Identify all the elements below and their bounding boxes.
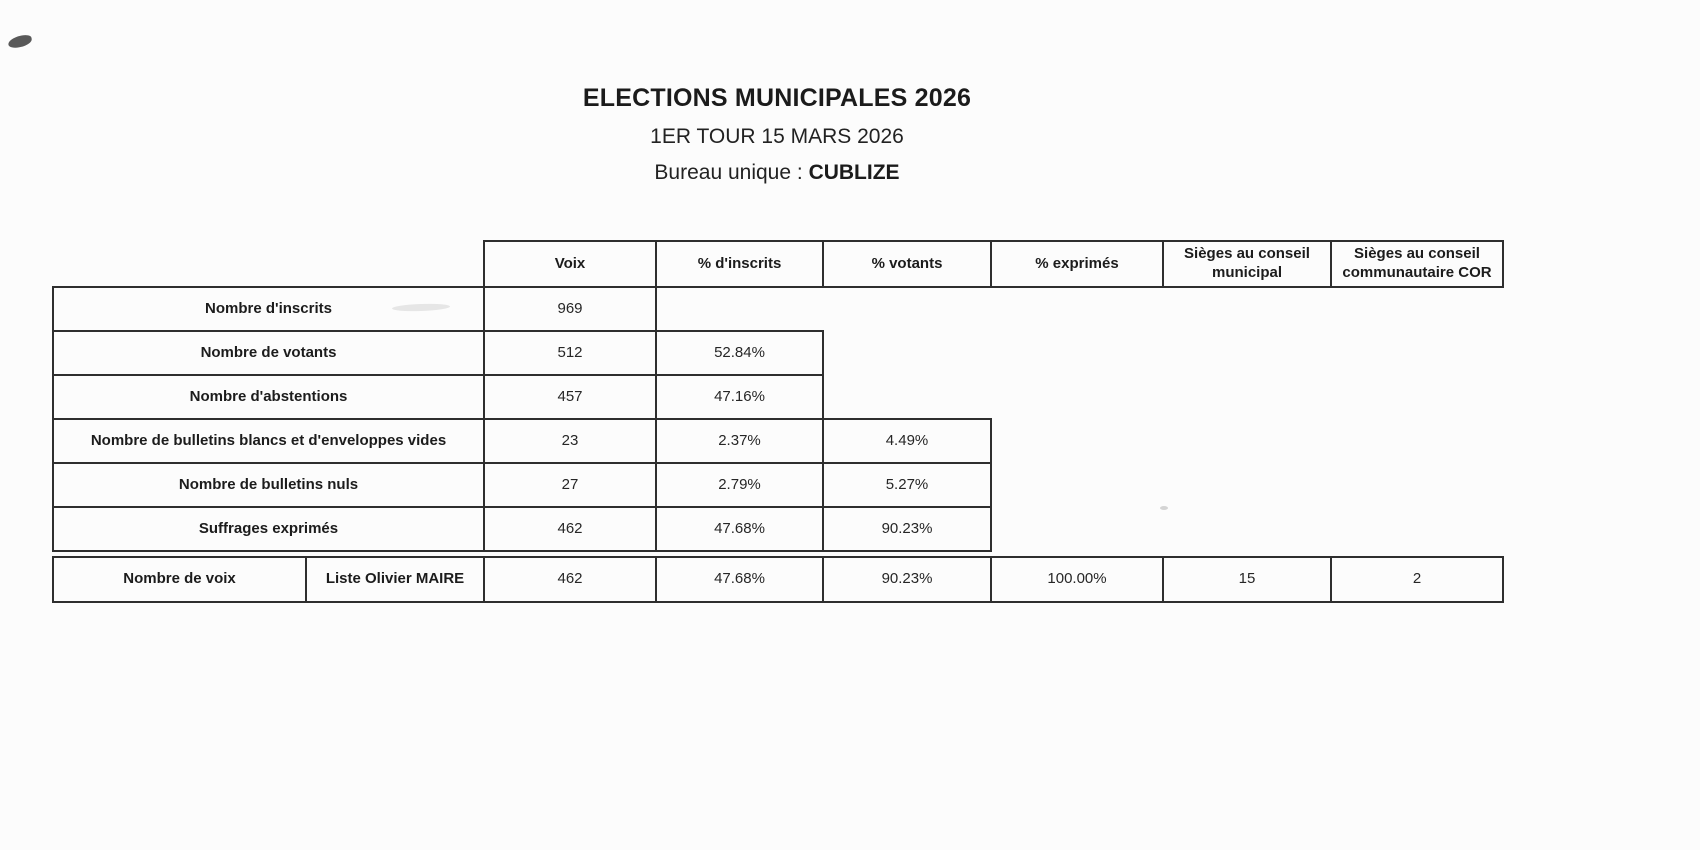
cell-votants-voix: 512 — [483, 330, 657, 376]
cell-nuls-voix: 27 — [483, 462, 657, 508]
results-table — [52, 240, 1506, 605]
row-label-votants: Nombre de votants — [52, 330, 485, 376]
result-cell-pct-inscrits: 47.68% — [655, 556, 824, 603]
page-title: ELECTIONS MUNICIPALES 2026 — [582, 84, 972, 112]
row-label-nuls: Nombre de bulletins nuls — [52, 462, 485, 508]
cell-suffrages-pct-inscrits: 47.68% — [655, 506, 824, 552]
result-cell-pct-votants: 90.23% — [822, 556, 992, 603]
cell-abstentions-voix: 457 — [483, 374, 657, 420]
row-label-abstentions: Nombre d'abstentions — [52, 374, 485, 420]
cell-suffrages-pct-votants: 90.23% — [822, 506, 992, 552]
cell-blancs-voix: 23 — [483, 418, 657, 464]
row-label-inscrits: Nombre d'inscrits — [52, 286, 485, 332]
cell-nuls-pct-inscrits: 2.79% — [655, 462, 824, 508]
result-cell-pct-exprimes: 100.00% — [990, 556, 1164, 603]
header-cell-pct-inscrits: % d'inscrits — [655, 240, 824, 288]
row-label-suffrages: Suffrages exprimés — [52, 506, 485, 552]
header-cell-pct-votants: % votants — [822, 240, 992, 288]
scan-artifact — [7, 34, 33, 50]
cell-abstentions-pct-inscrits: 47.16% — [655, 374, 824, 420]
bureau-line — [52, 161, 1502, 185]
result-row-label: Nombre de voix — [52, 556, 307, 603]
cell-votants-pct-inscrits: 52.84% — [655, 330, 824, 376]
cell-suffrages-voix: 462 — [483, 506, 657, 552]
cell-nuls-pct-votants: 5.27% — [822, 462, 992, 508]
result-cell-sieges-cor: 2 — [1330, 556, 1504, 603]
bureau-name: CUBLIZE — [808, 161, 900, 184]
result-cell-sieges-municipal: 15 — [1162, 556, 1332, 603]
header-cell-sieges-municipal: Sièges au conseil municipal — [1162, 240, 1332, 288]
bureau-label: Bureau unique : — [654, 161, 803, 184]
result-row-list-name: Liste Olivier MAIRE — [305, 556, 485, 603]
header-cell-voix: Voix — [483, 240, 657, 288]
row-label-blancs: Nombre de bulletins blancs et d'enveloppes vides — [52, 418, 485, 464]
header-cell-sieges-cor: Sièges au conseil communautaire COR — [1330, 240, 1504, 288]
cell-inscrits-voix: 969 — [483, 286, 657, 332]
header-cell-pct-exprimes: % exprimés — [990, 240, 1164, 288]
cell-blancs-pct-inscrits: 2.37% — [655, 418, 824, 464]
result-cell-voix: 462 — [483, 556, 657, 603]
cell-blancs-pct-votants: 4.49% — [822, 418, 992, 464]
page-subtitle: 1ER TOUR 15 MARS 2026 — [650, 125, 904, 148]
